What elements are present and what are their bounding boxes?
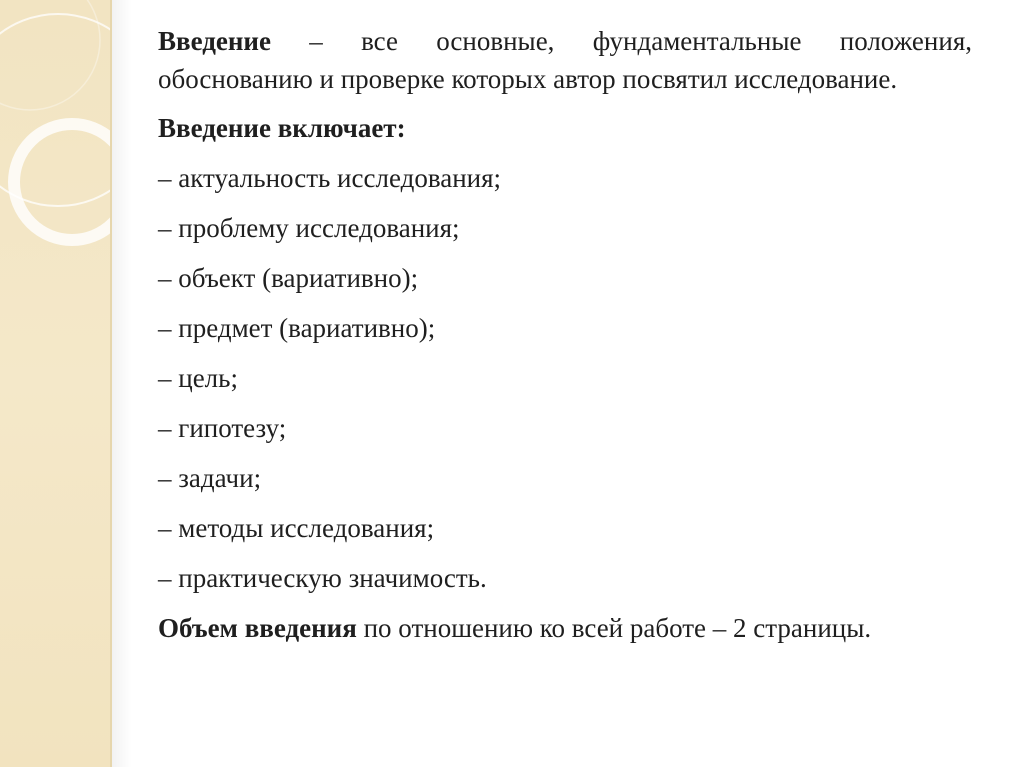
- volume-term: Объем введения: [158, 613, 357, 643]
- faint-ring: [0, 0, 100, 110]
- list-item: – цель;: [158, 363, 238, 393]
- decorative-rings: [0, 0, 112, 767]
- slide-content: [158, 22, 972, 658]
- thick-ring: [14, 124, 112, 240]
- list-item: – проблему исследования;: [158, 213, 460, 243]
- definition-text: – все основные, фундаментальные положения, обоснованию и проверке которых автор посвятил исследование.: [158, 26, 972, 94]
- includes-heading: Введение включает:: [158, 113, 406, 143]
- volume-paragraph: [158, 609, 972, 647]
- decorative-side-band: [0, 0, 112, 767]
- list-item: – актуальность исследования;: [158, 163, 502, 193]
- definition-term: Введение: [158, 26, 271, 56]
- definition-paragraph: [158, 22, 972, 98]
- list-item: – предмет (вариативно);: [158, 313, 436, 343]
- list-item: – гипотезу;: [158, 413, 287, 443]
- content-shadow: [112, 0, 132, 767]
- list-item: – задачи;: [158, 463, 262, 493]
- volume-text: по отношению ко всей работе – 2 страницы.: [356, 613, 872, 643]
- list-item: – практическую значимость.: [158, 563, 487, 593]
- list-item: – методы исследования;: [158, 513, 435, 543]
- list-item: – объект (вариативно);: [158, 263, 419, 293]
